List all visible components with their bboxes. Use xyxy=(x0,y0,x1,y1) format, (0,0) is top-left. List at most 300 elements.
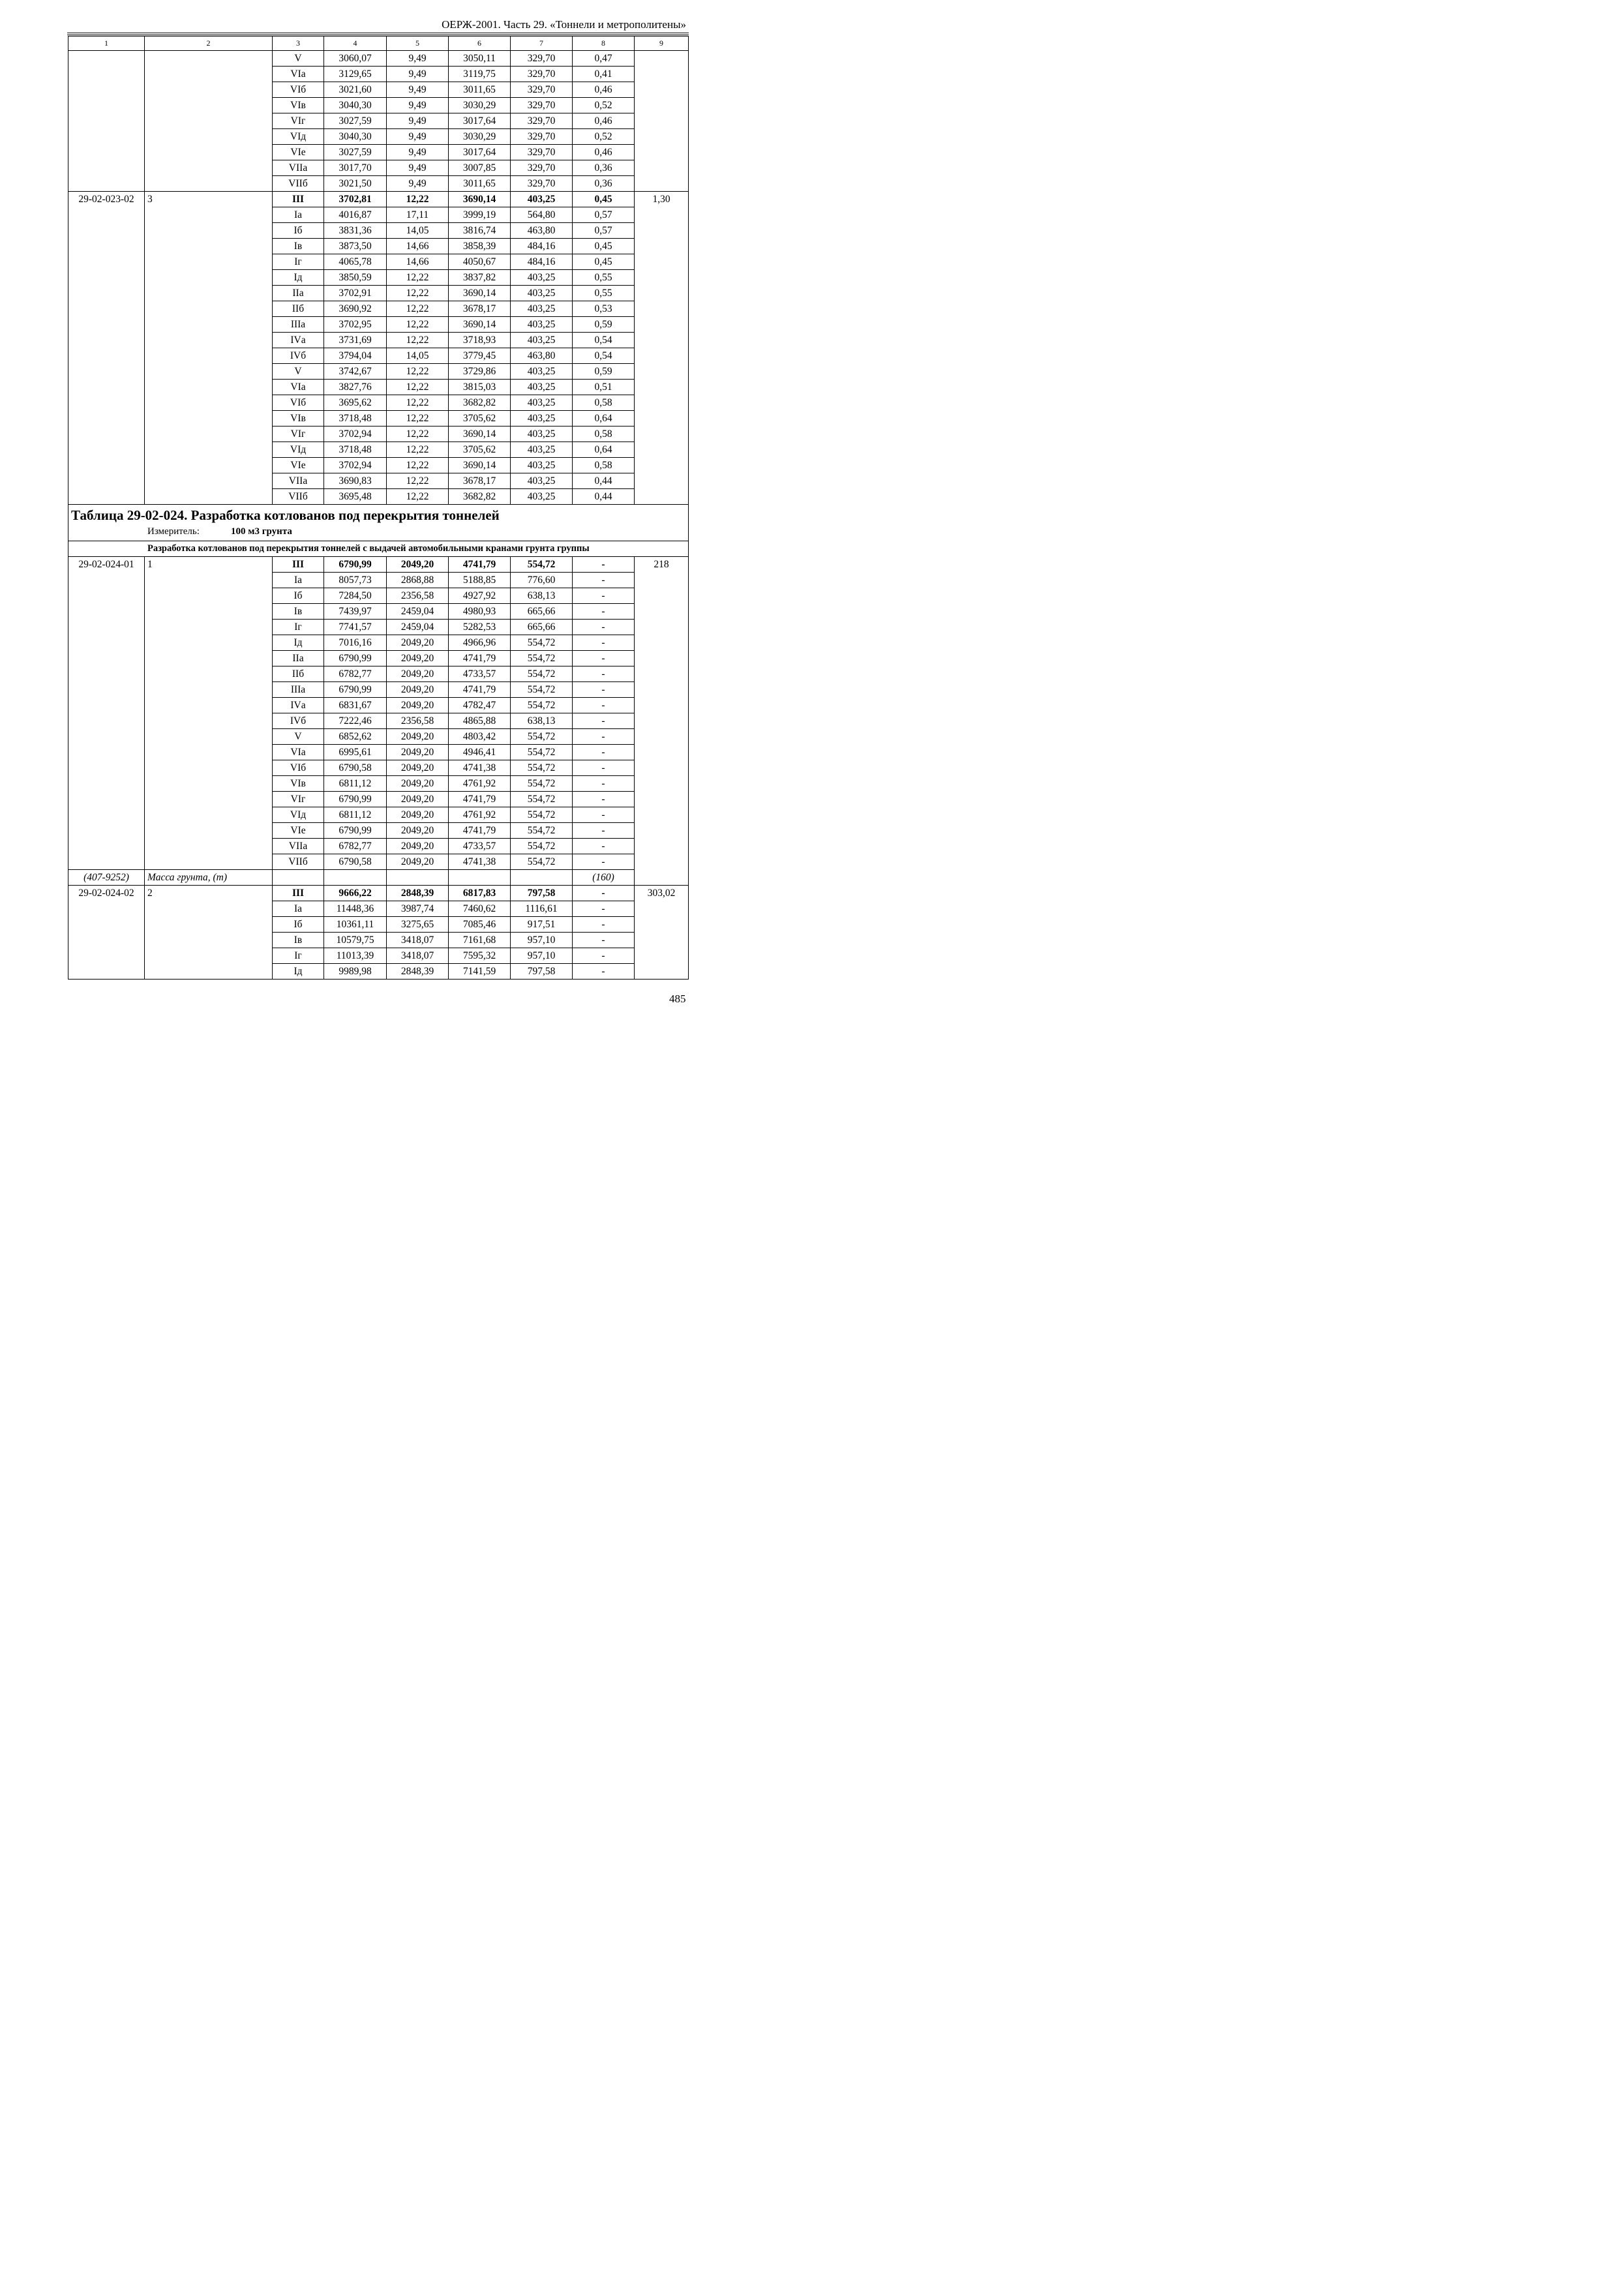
value-cell: 665,66 xyxy=(511,604,573,620)
value-cell: 12,22 xyxy=(387,333,449,348)
value-cell: 0,41 xyxy=(573,67,635,82)
value-cell: 7741,57 xyxy=(324,620,387,635)
value-cell: 4741,79 xyxy=(449,823,511,839)
soil-group: IVа xyxy=(273,698,324,713)
column-number: 3 xyxy=(273,37,324,51)
value-cell: 6790,99 xyxy=(324,651,387,666)
value-cell: 9,49 xyxy=(387,51,449,67)
soil-group: VIг xyxy=(273,426,324,442)
value-cell: 638,13 xyxy=(511,713,573,729)
value-cell: 7595,32 xyxy=(449,948,511,964)
value-cell: - xyxy=(573,666,635,682)
value-cell: 0,57 xyxy=(573,207,635,223)
soil-group: IVа xyxy=(273,333,324,348)
value-cell: 3418,07 xyxy=(387,948,449,964)
soil-group: IVб xyxy=(273,713,324,729)
value-cell: 0,45 xyxy=(573,254,635,270)
value-cell: 0,52 xyxy=(573,98,635,113)
value-cell: 4741,38 xyxy=(449,854,511,870)
soil-group: IIб xyxy=(273,301,324,317)
value-cell: 2868,88 xyxy=(387,573,449,588)
soil-group: VIIа xyxy=(273,839,324,854)
value-cell: 2049,20 xyxy=(387,776,449,792)
value-cell: 3060,07 xyxy=(324,51,387,67)
column-number: 2 xyxy=(145,37,273,51)
soil-group: IVб xyxy=(273,348,324,364)
value-cell: 0,53 xyxy=(573,301,635,317)
value-cell: 12,22 xyxy=(387,301,449,317)
column-number: 9 xyxy=(635,37,689,51)
value-cell: 2356,58 xyxy=(387,588,449,604)
value-cell: 0,58 xyxy=(573,426,635,442)
value-cell: 3702,95 xyxy=(324,317,387,333)
value-cell: 4733,57 xyxy=(449,666,511,682)
value-cell: 3050,11 xyxy=(449,51,511,67)
value-cell: 3690,14 xyxy=(449,426,511,442)
value-cell: 638,13 xyxy=(511,588,573,604)
value-cell: 0,64 xyxy=(573,411,635,426)
table-title-cell xyxy=(68,505,689,541)
value-cell: 0,58 xyxy=(573,395,635,411)
rates-table xyxy=(68,36,689,980)
value-cell: 9,49 xyxy=(387,98,449,113)
value-cell: - xyxy=(573,760,635,776)
value-cell: 4741,79 xyxy=(449,557,511,573)
value-cell: 554,72 xyxy=(511,854,573,870)
value-cell: 3718,48 xyxy=(324,411,387,426)
value-cell: 6790,99 xyxy=(324,682,387,698)
value-cell: - xyxy=(573,964,635,980)
value-cell: 12,22 xyxy=(387,395,449,411)
value-cell: 4782,47 xyxy=(449,698,511,713)
value-cell: 564,80 xyxy=(511,207,573,223)
value-cell: 7284,50 xyxy=(324,588,387,604)
soil-group: VIв xyxy=(273,98,324,113)
resource-code-note: (407-9252) xyxy=(68,870,145,886)
soil-group: Iг xyxy=(273,948,324,964)
value-cell: 484,16 xyxy=(511,239,573,254)
value-cell: - xyxy=(573,635,635,651)
value-cell: 3678,17 xyxy=(449,473,511,489)
value-cell: 403,25 xyxy=(511,489,573,505)
value-cell: - xyxy=(573,682,635,698)
value-cell: 2049,20 xyxy=(387,823,449,839)
value-cell: 11448,36 xyxy=(324,901,387,917)
value-cell: 14,05 xyxy=(387,223,449,239)
value-cell: 9,49 xyxy=(387,160,449,176)
value-cell: 3119,75 xyxy=(449,67,511,82)
soil-group: IIа xyxy=(273,286,324,301)
soil-mass-value: (160) xyxy=(573,870,635,886)
value-cell: 6817,83 xyxy=(449,886,511,901)
value-cell: 7141,59 xyxy=(449,964,511,980)
empty-cell xyxy=(511,870,573,886)
value-cell: 6852,62 xyxy=(324,729,387,745)
table-title-row xyxy=(68,505,689,541)
value-cell: 2049,20 xyxy=(387,760,449,776)
value-cell: 10579,75 xyxy=(324,933,387,948)
value-cell: 6790,58 xyxy=(324,854,387,870)
value-cell: 0,47 xyxy=(573,51,635,67)
value-cell: 2459,04 xyxy=(387,604,449,620)
value-cell: 12,22 xyxy=(387,286,449,301)
value-cell: 3682,82 xyxy=(449,395,511,411)
soil-group: Iб xyxy=(273,588,324,604)
value-cell: 957,10 xyxy=(511,933,573,948)
value-cell: 329,70 xyxy=(511,67,573,82)
value-cell: 554,72 xyxy=(511,729,573,745)
soil-group: VIд xyxy=(273,807,324,823)
value-cell: 3702,94 xyxy=(324,458,387,473)
value-cell: 554,72 xyxy=(511,760,573,776)
value-cell: 3742,67 xyxy=(324,364,387,380)
soil-group: Iд xyxy=(273,635,324,651)
soil-group: Iг xyxy=(273,620,324,635)
value-cell: - xyxy=(573,917,635,933)
value-cell: 0,51 xyxy=(573,380,635,395)
value-cell: 7222,46 xyxy=(324,713,387,729)
value-cell: 554,72 xyxy=(511,698,573,713)
soil-group: VIе xyxy=(273,458,324,473)
soil-group: VIе xyxy=(273,145,324,160)
value-cell: 6831,67 xyxy=(324,698,387,713)
page-number: 485 xyxy=(669,993,686,1005)
value-cell: 554,72 xyxy=(511,792,573,807)
soil-group: VIIа xyxy=(273,160,324,176)
value-cell: 4803,42 xyxy=(449,729,511,745)
soil-group: VIв xyxy=(273,776,324,792)
value-cell: 329,70 xyxy=(511,98,573,113)
col9-value: 1,30 xyxy=(635,192,689,505)
value-cell: 14,66 xyxy=(387,254,449,270)
soil-group: III xyxy=(273,886,324,901)
value-cell: 2049,20 xyxy=(387,745,449,760)
value-cell: 2848,39 xyxy=(387,886,449,901)
value-cell: 6790,99 xyxy=(324,557,387,573)
value-cell: 3705,62 xyxy=(449,442,511,458)
value-cell: 3690,14 xyxy=(449,317,511,333)
value-cell: 3007,85 xyxy=(449,160,511,176)
soil-group: VIIа xyxy=(273,473,324,489)
value-cell: 3718,93 xyxy=(449,333,511,348)
col9-value xyxy=(635,51,689,192)
value-cell: 0,46 xyxy=(573,82,635,98)
empty-cell xyxy=(324,870,387,886)
value-cell: - xyxy=(573,901,635,917)
value-cell: 3275,65 xyxy=(387,917,449,933)
value-cell: 403,25 xyxy=(511,286,573,301)
value-cell: 3873,50 xyxy=(324,239,387,254)
value-cell: 7161,68 xyxy=(449,933,511,948)
value-cell: 2049,20 xyxy=(387,807,449,823)
value-cell: 797,58 xyxy=(511,964,573,980)
value-cell: 3695,48 xyxy=(324,489,387,505)
table-row xyxy=(68,192,689,207)
rate-code: 29-02-024-02 xyxy=(68,886,145,980)
value-cell: 3030,29 xyxy=(449,129,511,145)
value-cell: 0,44 xyxy=(573,489,635,505)
value-cell: 554,72 xyxy=(511,651,573,666)
soil-group: VIд xyxy=(273,129,324,145)
value-cell: 2049,20 xyxy=(387,729,449,745)
value-cell: 554,72 xyxy=(511,776,573,792)
value-cell: 2049,20 xyxy=(387,792,449,807)
value-cell: 4065,78 xyxy=(324,254,387,270)
value-cell: 3815,03 xyxy=(449,380,511,395)
rate-code xyxy=(68,51,145,192)
value-cell: 554,72 xyxy=(511,807,573,823)
value-cell: 9666,22 xyxy=(324,886,387,901)
value-cell: - xyxy=(573,792,635,807)
value-cell: - xyxy=(573,573,635,588)
value-cell: 4980,93 xyxy=(449,604,511,620)
value-cell: 3027,59 xyxy=(324,113,387,129)
value-cell: 329,70 xyxy=(511,113,573,129)
empty-cell xyxy=(273,870,324,886)
soil-group: III xyxy=(273,557,324,573)
value-cell: 9,49 xyxy=(387,176,449,192)
value-cell: 0,45 xyxy=(573,239,635,254)
value-cell: 12,22 xyxy=(387,270,449,286)
value-cell: 9989,98 xyxy=(324,964,387,980)
value-cell: 3827,76 xyxy=(324,380,387,395)
value-cell: 3690,14 xyxy=(449,458,511,473)
footer-row xyxy=(68,870,689,886)
rate-name: 1 xyxy=(145,557,273,870)
unit-value: 100 м3 грунта xyxy=(231,526,292,537)
value-cell: 5188,85 xyxy=(449,573,511,588)
value-cell: 0,46 xyxy=(573,113,635,129)
soil-group: Iб xyxy=(273,917,324,933)
value-cell: 11013,39 xyxy=(324,948,387,964)
value-cell: 403,25 xyxy=(511,380,573,395)
value-cell: 3690,14 xyxy=(449,286,511,301)
value-cell: 12,22 xyxy=(387,442,449,458)
value-cell: 3030,29 xyxy=(449,98,511,113)
value-cell: 12,22 xyxy=(387,426,449,442)
value-cell: 14,66 xyxy=(387,239,449,254)
table-row xyxy=(68,51,689,67)
value-cell: 3129,65 xyxy=(324,67,387,82)
value-cell: 4865,88 xyxy=(449,713,511,729)
value-cell: 554,72 xyxy=(511,682,573,698)
value-cell: 3017,70 xyxy=(324,160,387,176)
value-cell: 3682,82 xyxy=(449,489,511,505)
value-cell: 2049,20 xyxy=(387,557,449,573)
value-cell: 329,70 xyxy=(511,82,573,98)
value-cell: 0,36 xyxy=(573,176,635,192)
value-cell: 6811,12 xyxy=(324,776,387,792)
soil-group: Iв xyxy=(273,239,324,254)
value-cell: - xyxy=(573,933,635,948)
soil-group: V xyxy=(273,729,324,745)
value-cell: 4016,87 xyxy=(324,207,387,223)
soil-group: VIIб xyxy=(273,489,324,505)
column-number: 4 xyxy=(324,37,387,51)
value-cell: 7439,97 xyxy=(324,604,387,620)
value-cell: - xyxy=(573,557,635,573)
value-cell: 0,46 xyxy=(573,145,635,160)
value-cell: 12,22 xyxy=(387,380,449,395)
value-cell: 403,25 xyxy=(511,473,573,489)
soil-group: Iа xyxy=(273,901,324,917)
value-cell: 3027,59 xyxy=(324,145,387,160)
soil-group: Iа xyxy=(273,573,324,588)
value-cell: 5282,53 xyxy=(449,620,511,635)
value-cell: 329,70 xyxy=(511,51,573,67)
value-cell: 463,80 xyxy=(511,223,573,239)
soil-group: III xyxy=(273,192,324,207)
value-cell: 3011,65 xyxy=(449,176,511,192)
column-number: 8 xyxy=(573,37,635,51)
soil-group: V xyxy=(273,364,324,380)
value-cell: 9,49 xyxy=(387,82,449,98)
value-cell: 1116,61 xyxy=(511,901,573,917)
table-row xyxy=(68,557,689,573)
value-cell: 2049,20 xyxy=(387,698,449,713)
soil-group: Iд xyxy=(273,964,324,980)
soil-group: VIа xyxy=(273,67,324,82)
value-cell: - xyxy=(573,651,635,666)
rate-name: 2 xyxy=(145,886,273,980)
value-cell: 3831,36 xyxy=(324,223,387,239)
unit-line xyxy=(147,526,688,537)
value-cell: - xyxy=(573,886,635,901)
value-cell: 4966,96 xyxy=(449,635,511,651)
value-cell: 6782,77 xyxy=(324,666,387,682)
soil-group: Iа xyxy=(273,207,324,223)
value-cell: 12,22 xyxy=(387,364,449,380)
value-cell: 2049,20 xyxy=(387,682,449,698)
value-cell: 3702,81 xyxy=(324,192,387,207)
value-cell: 4741,79 xyxy=(449,682,511,698)
value-cell: 403,25 xyxy=(511,317,573,333)
value-cell: - xyxy=(573,948,635,964)
value-cell: - xyxy=(573,713,635,729)
value-cell: 403,25 xyxy=(511,442,573,458)
value-cell: 3017,64 xyxy=(449,145,511,160)
value-cell: 7460,62 xyxy=(449,901,511,917)
value-cell: 917,51 xyxy=(511,917,573,933)
value-cell: 4761,92 xyxy=(449,776,511,792)
rate-code: 29-02-023-02 xyxy=(68,192,145,505)
value-cell: 3850,59 xyxy=(324,270,387,286)
value-cell: 6790,99 xyxy=(324,823,387,839)
soil-group: VIIб xyxy=(273,176,324,192)
value-cell: 3731,69 xyxy=(324,333,387,348)
value-cell: 0,44 xyxy=(573,473,635,489)
value-cell: 2049,20 xyxy=(387,854,449,870)
value-cell: 463,80 xyxy=(511,348,573,364)
soil-group: Iд xyxy=(273,270,324,286)
col9-value: 218 xyxy=(635,557,689,886)
value-cell: - xyxy=(573,854,635,870)
value-cell: 12,22 xyxy=(387,317,449,333)
value-cell: 12,22 xyxy=(387,411,449,426)
value-cell: 329,70 xyxy=(511,176,573,192)
value-cell: 403,25 xyxy=(511,426,573,442)
value-cell: 0,59 xyxy=(573,317,635,333)
value-cell: 4741,79 xyxy=(449,792,511,807)
empty-cell xyxy=(387,870,449,886)
value-cell: 3999,19 xyxy=(449,207,511,223)
value-cell: 3858,39 xyxy=(449,239,511,254)
value-cell: 554,72 xyxy=(511,823,573,839)
value-cell: 12,22 xyxy=(387,473,449,489)
value-cell: 554,72 xyxy=(511,635,573,651)
column-number: 5 xyxy=(387,37,449,51)
value-cell: 3690,92 xyxy=(324,301,387,317)
rate-name xyxy=(145,51,273,192)
value-cell: 4741,79 xyxy=(449,651,511,666)
value-cell: 3418,07 xyxy=(387,933,449,948)
soil-group: IIб xyxy=(273,666,324,682)
empty-cell xyxy=(449,870,511,886)
rate-name: 3 xyxy=(145,192,273,505)
value-cell: 12,22 xyxy=(387,192,449,207)
soil-group: Iв xyxy=(273,604,324,620)
value-cell: 6790,58 xyxy=(324,760,387,776)
value-cell: 2049,20 xyxy=(387,651,449,666)
value-cell: - xyxy=(573,745,635,760)
soil-group: Iб xyxy=(273,223,324,239)
value-cell: 3040,30 xyxy=(324,129,387,145)
value-cell: 957,10 xyxy=(511,948,573,964)
value-cell: 3794,04 xyxy=(324,348,387,364)
value-cell: 3678,17 xyxy=(449,301,511,317)
value-cell: 403,25 xyxy=(511,458,573,473)
rate-code: 29-02-024-01 xyxy=(68,557,145,870)
value-cell: 3695,62 xyxy=(324,395,387,411)
value-cell: 3011,65 xyxy=(449,82,511,98)
value-cell: 2459,04 xyxy=(387,620,449,635)
value-cell: 4733,57 xyxy=(449,839,511,854)
soil-group: Iг xyxy=(273,254,324,270)
column-number: 7 xyxy=(511,37,573,51)
value-cell: 0,36 xyxy=(573,160,635,176)
value-cell: - xyxy=(573,620,635,635)
value-cell: 3702,91 xyxy=(324,286,387,301)
section-heading: Разработка котлованов под перекрытия тоннелей с выдачей автомобильными кранами грунта группы xyxy=(68,541,689,557)
value-cell: 0,58 xyxy=(573,458,635,473)
value-cell: 4946,41 xyxy=(449,745,511,760)
value-cell: 329,70 xyxy=(511,129,573,145)
value-cell: 6811,12 xyxy=(324,807,387,823)
value-cell: 797,58 xyxy=(511,886,573,901)
soil-group: VIа xyxy=(273,745,324,760)
value-cell: - xyxy=(573,839,635,854)
soil-group: IIIа xyxy=(273,317,324,333)
value-cell: 7016,16 xyxy=(324,635,387,651)
value-cell: 4761,92 xyxy=(449,807,511,823)
soil-group: VIг xyxy=(273,113,324,129)
value-cell: 554,72 xyxy=(511,745,573,760)
value-cell: 554,72 xyxy=(511,839,573,854)
value-cell: 6782,77 xyxy=(324,839,387,854)
value-cell: 403,25 xyxy=(511,364,573,380)
value-cell: 403,25 xyxy=(511,333,573,348)
value-cell: 3705,62 xyxy=(449,411,511,426)
value-cell: 3040,30 xyxy=(324,98,387,113)
soil-group: VIб xyxy=(273,82,324,98)
value-cell: - xyxy=(573,588,635,604)
value-cell: 2356,58 xyxy=(387,713,449,729)
value-cell: 9,49 xyxy=(387,129,449,145)
soil-group: IIа xyxy=(273,651,324,666)
soil-group: VIб xyxy=(273,760,324,776)
value-cell: 10361,11 xyxy=(324,917,387,933)
value-cell: 12,22 xyxy=(387,489,449,505)
